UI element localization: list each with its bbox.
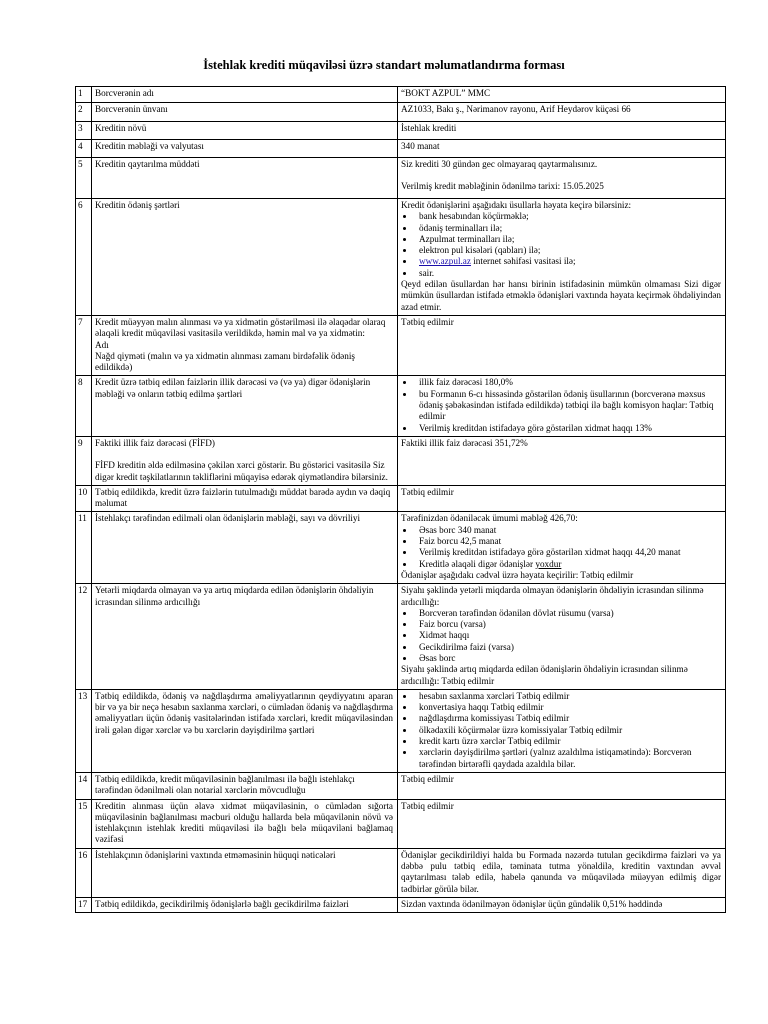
row-label: Tətbiq edildikdə, kredit üzrə faizlərin tutulmadığı müddət barədə aydın və dəqiq məlumat	[92, 485, 398, 512]
row-number: 13	[76, 689, 92, 772]
table-row	[76, 436, 726, 485]
row-label: Tətbiq edildikdə, ödəniş və nağdlaşdırma əməliyyatlarının qeydiyyatını aparan bir və ya bir neçə hesabın saxlanma xərcləri, o cümlədən ödəniş və nağdlaşdırma əməliyyatları üçün ödəniş vasitələrindən istifadə xərcləri, kredit müqaviləsindən irəli gələn digər xərclər və bu xərclərin dəyişdirilmə şərtləri	[92, 689, 398, 772]
row-value	[398, 512, 726, 584]
list-item	[415, 559, 721, 570]
row-number: 2	[76, 103, 92, 122]
order-list	[401, 608, 721, 664]
table-row	[76, 848, 726, 897]
list-item: • Borcverən tərəfindən ödənilən dövlət rüsumu (varsa)	[415, 608, 721, 619]
list-item: • illik faiz dərəcəsi 180,0%	[415, 377, 721, 388]
list-item: • hesabın saxlanma xərcləri Tətbiq edilmir	[415, 691, 721, 702]
row-value	[398, 689, 726, 772]
document-title: İstehlak krediti müqaviləsi üzrə standart məlumatlandırma forması	[203, 58, 565, 72]
azpul-website-link[interactable]: www.azpul.az	[419, 256, 471, 267]
table-row	[76, 799, 726, 848]
total-amount: Tərəfinizdən ödəniləcək ümumi məbləğ 426,70:	[401, 513, 578, 524]
row-number: 1	[76, 87, 92, 103]
row-number: 16	[76, 848, 92, 897]
row-number: 7	[76, 315, 92, 375]
list-item: • nağdlaşdırma komissiyası Tətbiq edilmir	[415, 713, 721, 724]
row-value: Tətbiq edilmir	[398, 799, 726, 848]
row-number: 15	[76, 799, 92, 848]
costs-list	[401, 691, 721, 770]
row-number: 14	[76, 772, 92, 799]
payments-list	[401, 525, 721, 570]
row-value: AZ1033, Bakı ş., Nərimanov rayonu, Arif Heydərov küçəsi 66	[398, 103, 726, 122]
row-number: 10	[76, 485, 92, 512]
schedule-note: Ödənişlər aşağıdakı cədvəl üzrə həyata keçirilir: Tətbiq edilmir	[401, 569, 634, 580]
payment-intro: Kredit ödənişlərini aşağıdakı üsullarla həyata keçirə bilərsiniz:	[401, 200, 632, 210]
row-value: İstehlak krediti	[398, 122, 726, 140]
row-label: Borcverənin ünvanı	[92, 103, 398, 122]
repayment-date: Verilmiş kredit məbləğinin ödənilmə tarixi: 15.05.2025	[401, 181, 604, 192]
row-number: 5	[76, 158, 92, 199]
row-label-text: Faktiki illik faiz dərəcəsi (FİFD)	[95, 437, 215, 448]
list-item-text: Kreditlə əlaqəli digər ödənişlər	[419, 558, 536, 569]
row-value: Ödənişlər gecikdirildiyi halda bu Formada nəzərdə tutulan gecikdirmə faizləri və ya dəbbə pulu tətbiq edilə, təminata tutma yönəldilə, kreditin vaxtından əvvəl qaytarılması tələb edilə, habelə qanunda və müqavilədə müəyyən edilmiş digər tədbirlər görülə bilər.	[398, 848, 726, 897]
row-label-sub: Adı	[95, 339, 109, 350]
table-row	[76, 315, 726, 375]
list-item: • Verilmiş kreditdən istifadəyə görə göstərilən xidmət haqqı 44,20 manat	[415, 547, 721, 558]
row-label: İstehlakçının ödənişlərini vaxtında etməməsinin hüquqi nəticələri	[92, 848, 398, 897]
list-item: • Xidmət haqqı	[415, 630, 721, 641]
row-value	[398, 376, 726, 436]
table-row	[76, 122, 726, 140]
list-item: • xərclərin dəyişdirilmə şərtləri (yalnız azaldılma istiqamətində): Borcverən tərəfindən birtərəfli qaydada azaldıla bilər.	[415, 747, 721, 770]
table-row	[76, 689, 726, 772]
table-row	[76, 485, 726, 512]
row-value: Tətbiq edilmir	[398, 485, 726, 512]
row-value: Tətbiq edilmir	[398, 315, 726, 375]
list-item: • bu Formanın 6-cı hissəsində göstərilən ödəniş üsullarının (borcverənə məxsus ödəniş şəbəkəsindən istifadə edildikdə) tətbiqi ilə bağlı komisyon haqlar: Tətbiq edilmir	[415, 389, 721, 423]
row-number: 4	[76, 140, 92, 158]
row-number: 8	[76, 376, 92, 436]
list-item: • Faiz borcu (varsa)	[415, 619, 721, 630]
row-label: İstehlakçı tərəfindən edilməli olan ödənişlərin məbləği, sayı və dövriliyi	[92, 512, 398, 584]
row-label: Tətbiq edildikdə, kredit müqaviləsinin bağlanılması ilə bağlı istehlakçı tərəfindən ödənilməli olan notarial xərclərin mövcudluğu	[92, 772, 398, 799]
table-row	[76, 897, 726, 912]
list-item-emphasis: yoxdur	[535, 558, 562, 569]
list-item: • ödəniş terminalları ilə;	[415, 223, 721, 234]
row-number: 3	[76, 122, 92, 140]
row-value: Tətbiq edilmir	[398, 772, 726, 799]
row-label: Kreditin növü	[92, 122, 398, 140]
row-value: Sizdən vaxtında ödənilməyən ödənişlər üçün gündəlik 0,51% həddində	[398, 897, 726, 912]
row-number: 6	[76, 199, 92, 316]
info-table	[75, 86, 726, 913]
row-value: 340 manat	[398, 140, 726, 158]
table-row	[76, 140, 726, 158]
rates-list	[401, 377, 721, 433]
list-item: • Verilmiş kreditdən istifadəyə görə göstərilən xidmət haqqı 13%	[415, 423, 721, 434]
table-row	[76, 103, 726, 122]
payment-methods-list	[401, 211, 721, 279]
row-number: 9	[76, 436, 92, 485]
table-row	[76, 199, 726, 316]
table-row	[76, 158, 726, 199]
row-value	[398, 199, 726, 316]
row-value: “BOKT AZPUL” MMC	[398, 87, 726, 103]
order-outro: Siyahı şəklində artıq miqdarda edilən ödənişlərin öhdəliyin icrasından silinmə ardıcıllığı: Tətbiq edilmir	[401, 664, 688, 686]
row-label: Kreditin alınması üçün əlavə xidmət müqaviləsinin, o cümlədən sığorta müqaviləsinin bağlanılması məcburi olduğu hallarda belə müqavilənin növü və istehlakçının istehlak krediti müqaviləsi ilə bağlı belə müqaviləni bağlamaq vəzifəsi	[92, 799, 398, 848]
list-item: • bank hesabından köçürməklə;	[415, 211, 721, 222]
table-row	[76, 87, 726, 103]
table-row	[76, 772, 726, 799]
row-number: 17	[76, 897, 92, 912]
row-label	[92, 436, 398, 485]
row-number: 11	[76, 512, 92, 584]
list-item: • Əsas borc 340 manat	[415, 525, 721, 536]
list-item: • sair.	[415, 268, 721, 279]
row-value	[398, 158, 726, 199]
list-item: • Azpulmat terminalları ilə;	[415, 234, 721, 245]
table-row	[76, 512, 726, 584]
row-label: Kreditin ödəniş şərtləri	[92, 199, 398, 316]
row-label: Kreditin qaytarılma müddəti	[92, 158, 398, 199]
row-label: Kreditin məbləği və valyutası	[92, 140, 398, 158]
payment-outro: Qeyd edilən üsullardan hər hansı birinin istifadəsinin mümkün olmaması Sizi digər mümkün üsullardan istifadə etməklə ödənişləri vaxtında həyata keçirmək öhdəliyindən azad etmir.	[401, 279, 721, 312]
table-row	[76, 376, 726, 436]
row-label: Yetərli miqdarda olmayan və ya artıq miqdarda edilən ödənişlərin öhdəliyin icrasından silinmə ardıcıllığı	[92, 584, 398, 690]
row-label	[92, 315, 398, 375]
row-label-sub: FİFD kreditin əldə edilməsinə çəkilən xərci göstərir. Bu göstərici vasitəsilə Siz digər kredit təşkilatlarının təkliflərini müqayisə edərək qiymətləndirə bilərsiniz.	[95, 460, 388, 482]
order-intro: Siyahı şəklində yetərli miqdarda olmayan ödənişlərin öhdəliyin icrasından silinmə ardıcıllığı:	[401, 585, 704, 607]
row-label: Kredit üzrə tətbiq edilən faizlərin illik dərəcəsi və (və ya) digər ödənişlərin məbləği və onların tətbiq edilmə şərtləri	[92, 376, 398, 436]
list-item: • kredit kartı üzrə xərclər Tətbiq edilmir	[415, 736, 721, 747]
list-item: • Faiz borcu 42,5 manat	[415, 536, 721, 547]
row-label: Borcverənin adı	[92, 87, 398, 103]
list-item	[415, 256, 721, 267]
row-label-sub: Nağd qiyməti (malın və ya xidmətin alınması zamanı birdəfəlik ödəniş edildikdə)	[95, 350, 355, 373]
list-item: • elektron pul kisələri (qabları) ilə;	[415, 245, 721, 256]
row-value: Faktiki illik faiz dərəcəsi 351,72%	[398, 436, 726, 485]
list-item: • konvertasiya haqqı Tətbiq edilmir	[415, 702, 721, 713]
link-suffix: internet səhifəsi vasitəsi ilə;	[470, 256, 576, 267]
row-value	[398, 584, 726, 690]
row-number: 12	[76, 584, 92, 690]
list-item: • ölkədaxili köçürmələr üzrə komissiyalar Tətbiq edilmir	[415, 725, 721, 736]
row-label-text: Kredit müəyyən malın alınması və ya xidmətin göstərilməsi ilə əlaqədar olaraq əlaqəli kredit müqaviləsi vasitəsilə verildikdə, həmin mal və ya xidmətin:	[95, 316, 386, 339]
row-label: Tətbiq edildikdə, gecikdirilmiş ödənişlərlə bağlı gecikdirilmə faizləri	[92, 897, 398, 912]
list-item: • Gecikdirilmə faizi (varsa)	[415, 642, 721, 653]
table-row	[76, 584, 726, 690]
list-item: • Əsas borc	[415, 653, 721, 664]
repayment-term: Siz krediti 30 gündən gec olmayaraq qaytarmalısınız.	[401, 159, 598, 169]
